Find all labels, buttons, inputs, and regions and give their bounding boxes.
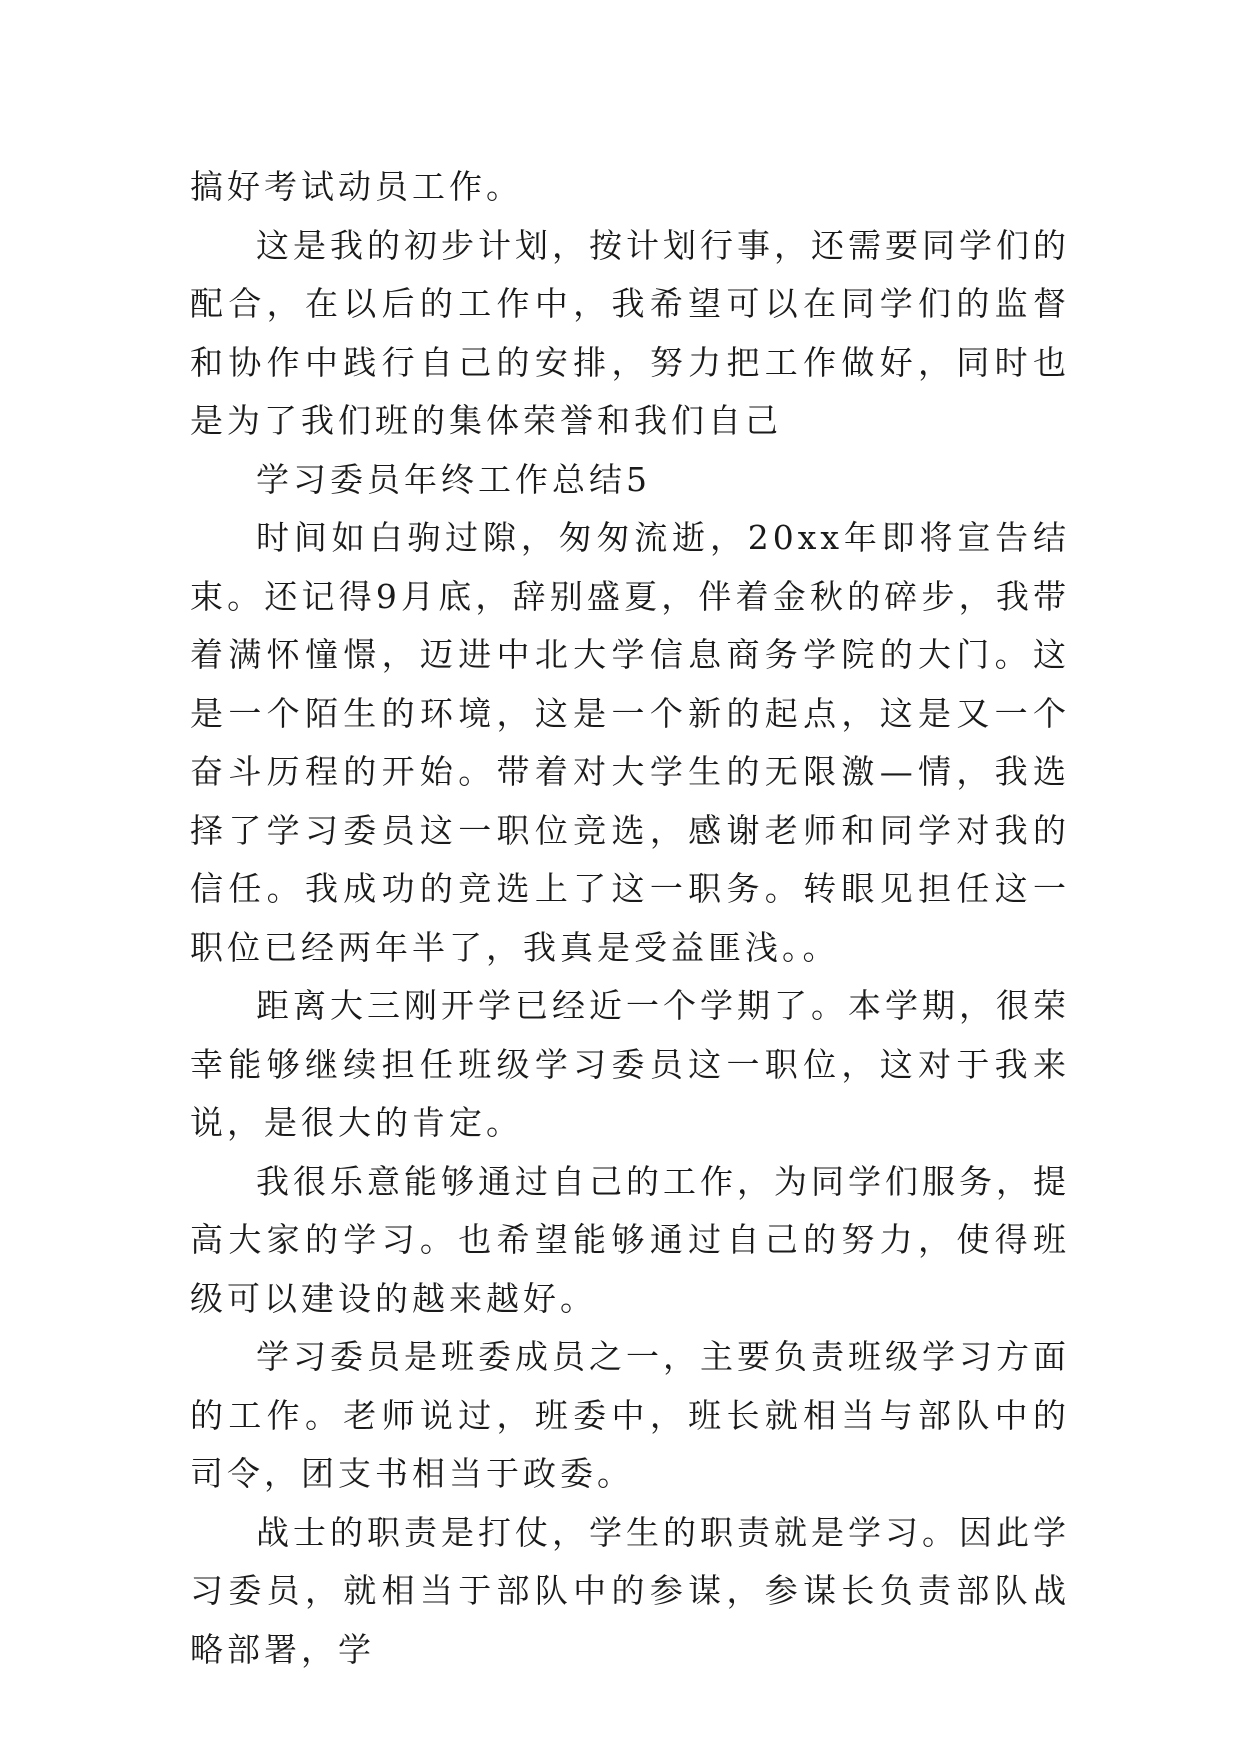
paragraph-role: 学习委员是班委成员之一，主要负责班级学习方面的工作。老师说过，班委中，班长就相当与部队中的司令，团支书相当于政委。 xyxy=(190,1337,1070,1493)
document-body xyxy=(190,158,1070,1679)
paragraph-duty: 战士的职责是打仗，学生的职责就是学习。因此学习委员，就相当于部队中的参谋，参谋长负责部队战略部署，学 xyxy=(190,1512,1070,1669)
paragraph-junior-year: 距离大三刚开学已经近一个学期了。本学期，很荣幸能够继续担任班级学习委员这一职位，这对于我来说，是很大的肯定。 xyxy=(190,986,1070,1142)
paragraph-continuation: 搞好考试动员工作。 xyxy=(190,167,523,206)
paragraph-service: 我很乐意能够通过自己的工作，为同学们服务，提高大家的学习。也希望能够通过自己的努力，使得班级可以建设的越来越好。 xyxy=(190,1161,1070,1318)
paragraph-plan: 这是我的初步计划，按计划行事，还需要同学们的配合，在以后的工作中，我希望可以在同学们的监督和协作中践行自己的安排，努力把工作做好，同时也是为了我们班的集体荣誉和我们自己 xyxy=(190,225,1070,440)
paragraph-intro: 时间如白驹过隙，匆匆流逝，20xx年即将宣告结束。还记得9月底，辞别盛夏，伴着金秋的碎步，我带着满怀憧憬，迈进中北大学信息商务学院的大门。这是一个陌生的环境，这是一个新的起点，这是又一个奋斗历程的开始。带着对大学生的无限激—情，我选择了学习委员这一职位竞选，感谢老师和同学对我的信任。我成功的竞选上了这一职务。转眼见担任这一职位已经两年半了，我真是受益匪浅。。 xyxy=(190,518,1070,967)
section-heading: 学习委员年终工作总结5 xyxy=(256,459,651,499)
